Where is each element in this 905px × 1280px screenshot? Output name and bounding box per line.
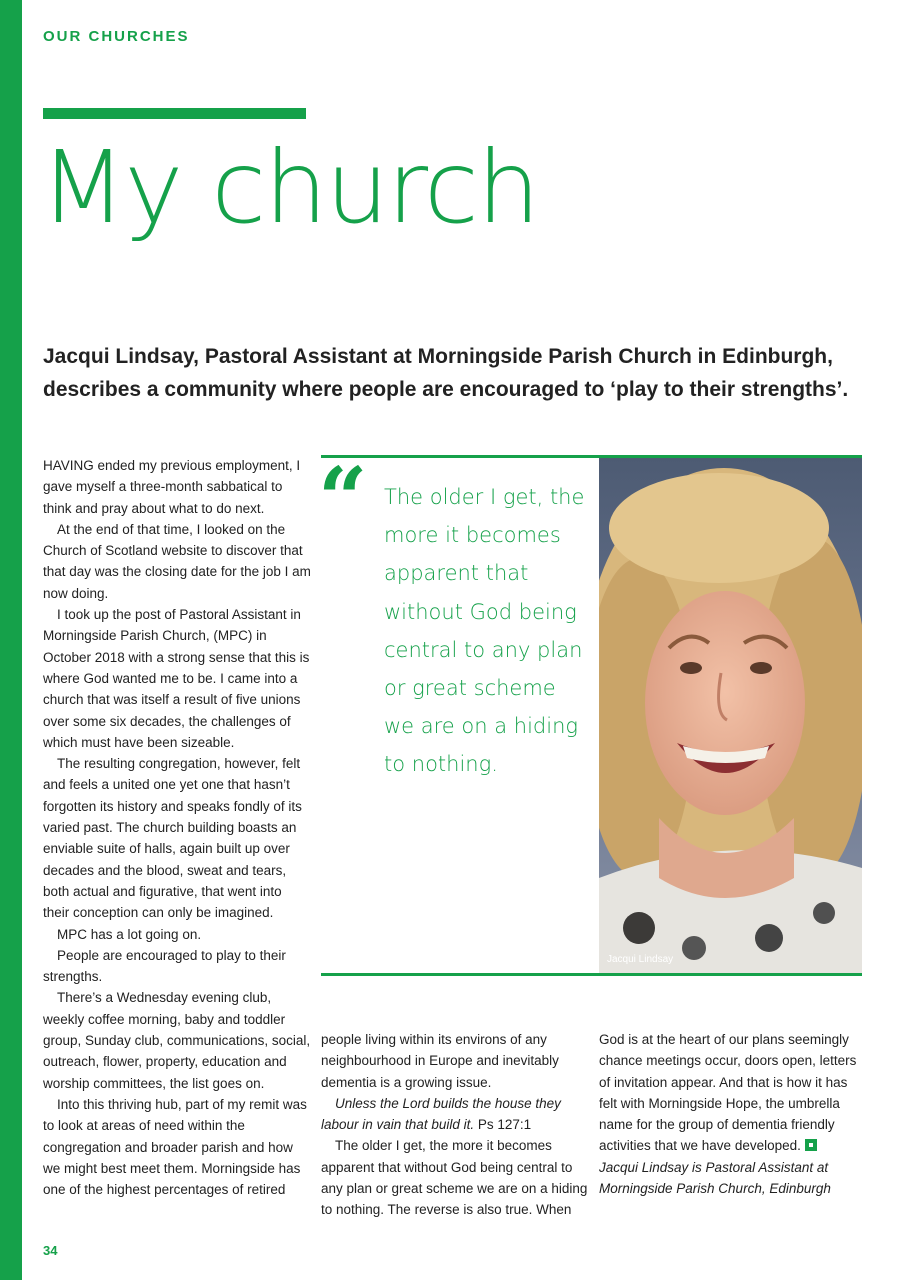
body-paragraph: people living within its environs of any neighbourhood in Europe and inevitably dementia is a growing issue. [321,1032,559,1090]
section-label: OUR CHURCHES [43,28,190,45]
quote-mark-icon: “ [318,449,368,550]
portrait-photo [599,458,862,973]
standfirst: Jacqui Lindsay, Pastoral Assistant at Morningside Parish Church in Edinburgh, describes a community where people are encouraged to ‘play to their strengths’. [43,345,849,401]
side-accent-bar [0,0,22,1280]
photo-caption: Jacqui Lindsay [607,954,674,965]
body-paragraph: I took up the post of Pastoral Assistant in Morningside Parish Church, (MPC) in October 2018 with a strong sense that this is where God wanted me to be. I came into a church that was itself a result of five unions over some six decades, the challenges of which must have been sizeable. [43,607,310,750]
page-number: 34 [43,1243,58,1258]
body-paragraph: Into this thriving hub, part of my remit was to look at areas of need within the congregation and broader parish and how we might best meet them. Morningside has one of the highest percentages of retired [43,1096,307,1198]
body-paragraph: HAVING ended my previous employment, I gave myself a three-month sabbatical to think and pray about what to do next. [43,458,301,516]
body-paragraph [599,1029,867,1157]
body-paragraph: MPC has a lot going on. [57,926,202,942]
body-paragraph: People are encouraged to play to their strengths. [43,947,286,985]
quote-bottom-rule [321,973,862,976]
page-title: My church [40,129,539,246]
body-paragraph: The resulting congregation, however, felt and feels a united one yet one that hasn’t forgotten its history and speaks fondly of its varied past. The church building boasts an enviable suite of halls, again built up over decades and the blood, sweat and tears, both actual and figurative, that went into their conception can only be imagined. [43,756,302,921]
body-paragraph: At the end of that time, I looked on the Church of Scotland website to discover that that day was the closing date for the job I am now doing. [43,521,311,601]
end-mark-icon [805,1139,817,1151]
author-byline: Jacqui Lindsay is Pastoral Assistant at Morningside Parish Church, Edinburgh [599,1159,831,1197]
body-column-3 [599,1029,867,1199]
body-paragraph: There’s a Wednesday evening club, weekly coffee morning, baby and toddler group, Sunday club, communications, social, outreach, flower, property, education and worship committees, the list goes on. [43,990,311,1091]
scripture-reference: Ps 127:1 [474,1117,532,1133]
scripture-text: Unless the Lord builds the house they labour in vain that build it. [321,1095,561,1133]
body-column-2 [321,1029,589,1221]
scripture-quote [321,1093,589,1136]
pull-quote: The older I get, the more it becomes apparent that without God being central to any plan or great scheme we are on a hiding to nothing. [384,485,585,777]
body-paragraph-text: God is at the heart of our plans seemingly chance meetings occur, doors open, letters of invitation appear. And that is how it has felt with Morningside Hope, the umbrella name for the group of dementia friendly activities that we have developed. [599,1032,857,1154]
body-column-1 [43,455,311,1200]
title-rule [43,108,306,119]
body-paragraph: The older I get, the more it becomes apparent that without God being central to any plan or great scheme we are on a hiding to nothing. The reverse is also true. When [321,1138,588,1218]
